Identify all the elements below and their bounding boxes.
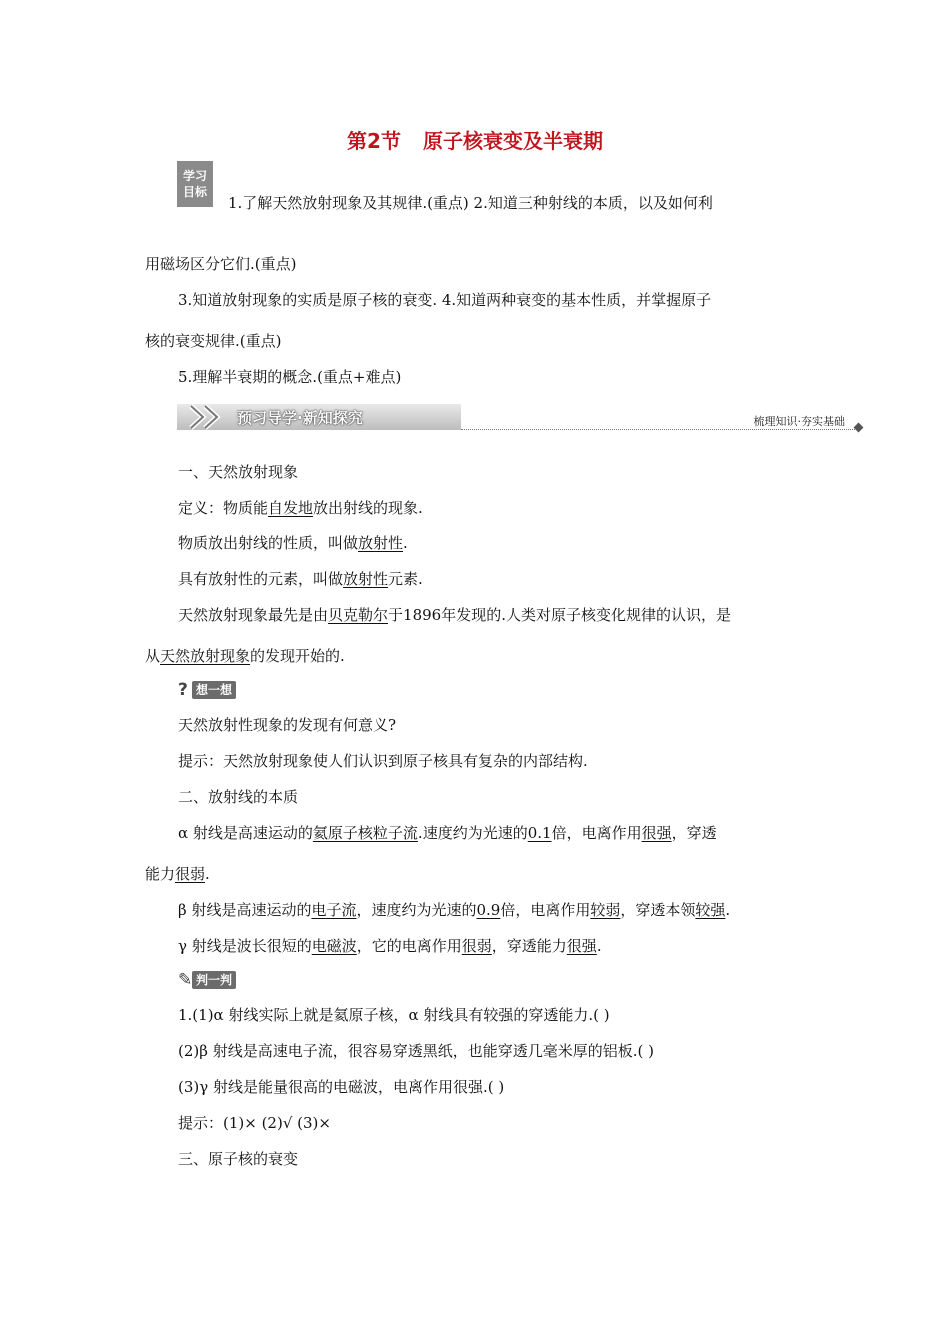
section2-heading: 二、放射线的本质: [178, 788, 299, 806]
banner-bar: [177, 404, 461, 430]
banner-subtitle: 梳理知识·夯实基础: [753, 415, 845, 428]
objective-line1: 1.了解天然放射现象及其规律.(重点) 2.知道三种射线的本质，以及如何利: [228, 194, 713, 212]
gamma-line: γ 射线是波长很短的电磁波，它的电离作用很弱，穿透能力很强.: [178, 937, 602, 955]
judge-label: 判一判: [192, 971, 236, 989]
pen-icon: ✎: [178, 970, 193, 990]
question-icon: ?: [178, 680, 188, 700]
judge-answer: 提示：(1)× (2)√ (3)×: [178, 1114, 331, 1132]
page-title: [0, 125, 950, 154]
think-tag: [178, 680, 236, 700]
judge-question1: 1.(1)α 射线实际上就是氦原子核，α 射线具有较强的穿透能力.( ): [178, 1006, 610, 1024]
think-question: 天然放射性现象的发现有何意义?: [178, 716, 397, 734]
badge-line1: 学习: [182, 169, 207, 183]
judge-question3: (3)γ 射线是能量很高的电磁波，电离作用很强.( ): [178, 1078, 505, 1096]
objectives-badge: [177, 161, 213, 207]
section-name: 原子核衰变及半衰期: [422, 129, 603, 153]
history-line2: 从天然放射现象的发现开始的.: [145, 647, 345, 665]
objective-line2: 用磁场区分它们.(重点): [145, 255, 297, 273]
element-line: 具有放射性的元素，叫做放射性元素.: [178, 570, 423, 588]
banner-title: 预习导学·新知探究: [237, 409, 363, 427]
diamond-icon: [854, 423, 864, 433]
section3-heading: 三、原子核的衰变: [178, 1150, 299, 1168]
section-number: 第2节: [347, 129, 401, 153]
definition-line: 定义：物质能自发地放出射线的现象.: [178, 499, 423, 517]
double-chevron-icon: [183, 404, 233, 430]
judge-tag: [178, 970, 236, 990]
objective-line4: 核的衰变规律.(重点): [145, 332, 282, 350]
beta-line: β 射线是高速运动的电子流，速度约为光速的0.9倍，电离作用较弱，穿透本领较强.: [178, 901, 731, 919]
banner-divider: [461, 429, 857, 430]
think-label: 想一想: [192, 681, 236, 699]
badge-line2: 目标: [182, 185, 207, 199]
objective-line5: 5.理解半衰期的概念.(重点+难点): [178, 368, 402, 386]
section-banner: [177, 404, 865, 432]
judge-question2: (2)β 射线是高速电子流，很容易穿透黑纸，也能穿透几毫米厚的铝板.( ): [178, 1042, 654, 1060]
think-answer: 提示：天然放射现象使人们认识到原子核具有复杂的内部结构.: [178, 752, 588, 770]
alpha-line2: 能力很弱.: [145, 865, 210, 883]
alpha-line1: α 射线是高速运动的氦原子核粒子流.速度约为光速的0.1倍，电离作用很强，穿透: [178, 824, 717, 842]
section1-heading: 一、天然放射现象: [178, 463, 299, 481]
objective-line3: 3.知道放射现象的实质是原子核的衰变. 4.知道两种衰变的基本性质，并掌握原子: [178, 291, 712, 309]
history-line1: 天然放射现象最先是由贝克勒尔于1896年发现的.人类对原子核变化规律的认识，是: [178, 606, 731, 624]
property-line: 物质放出射线的性质，叫做放射性.: [178, 534, 408, 552]
